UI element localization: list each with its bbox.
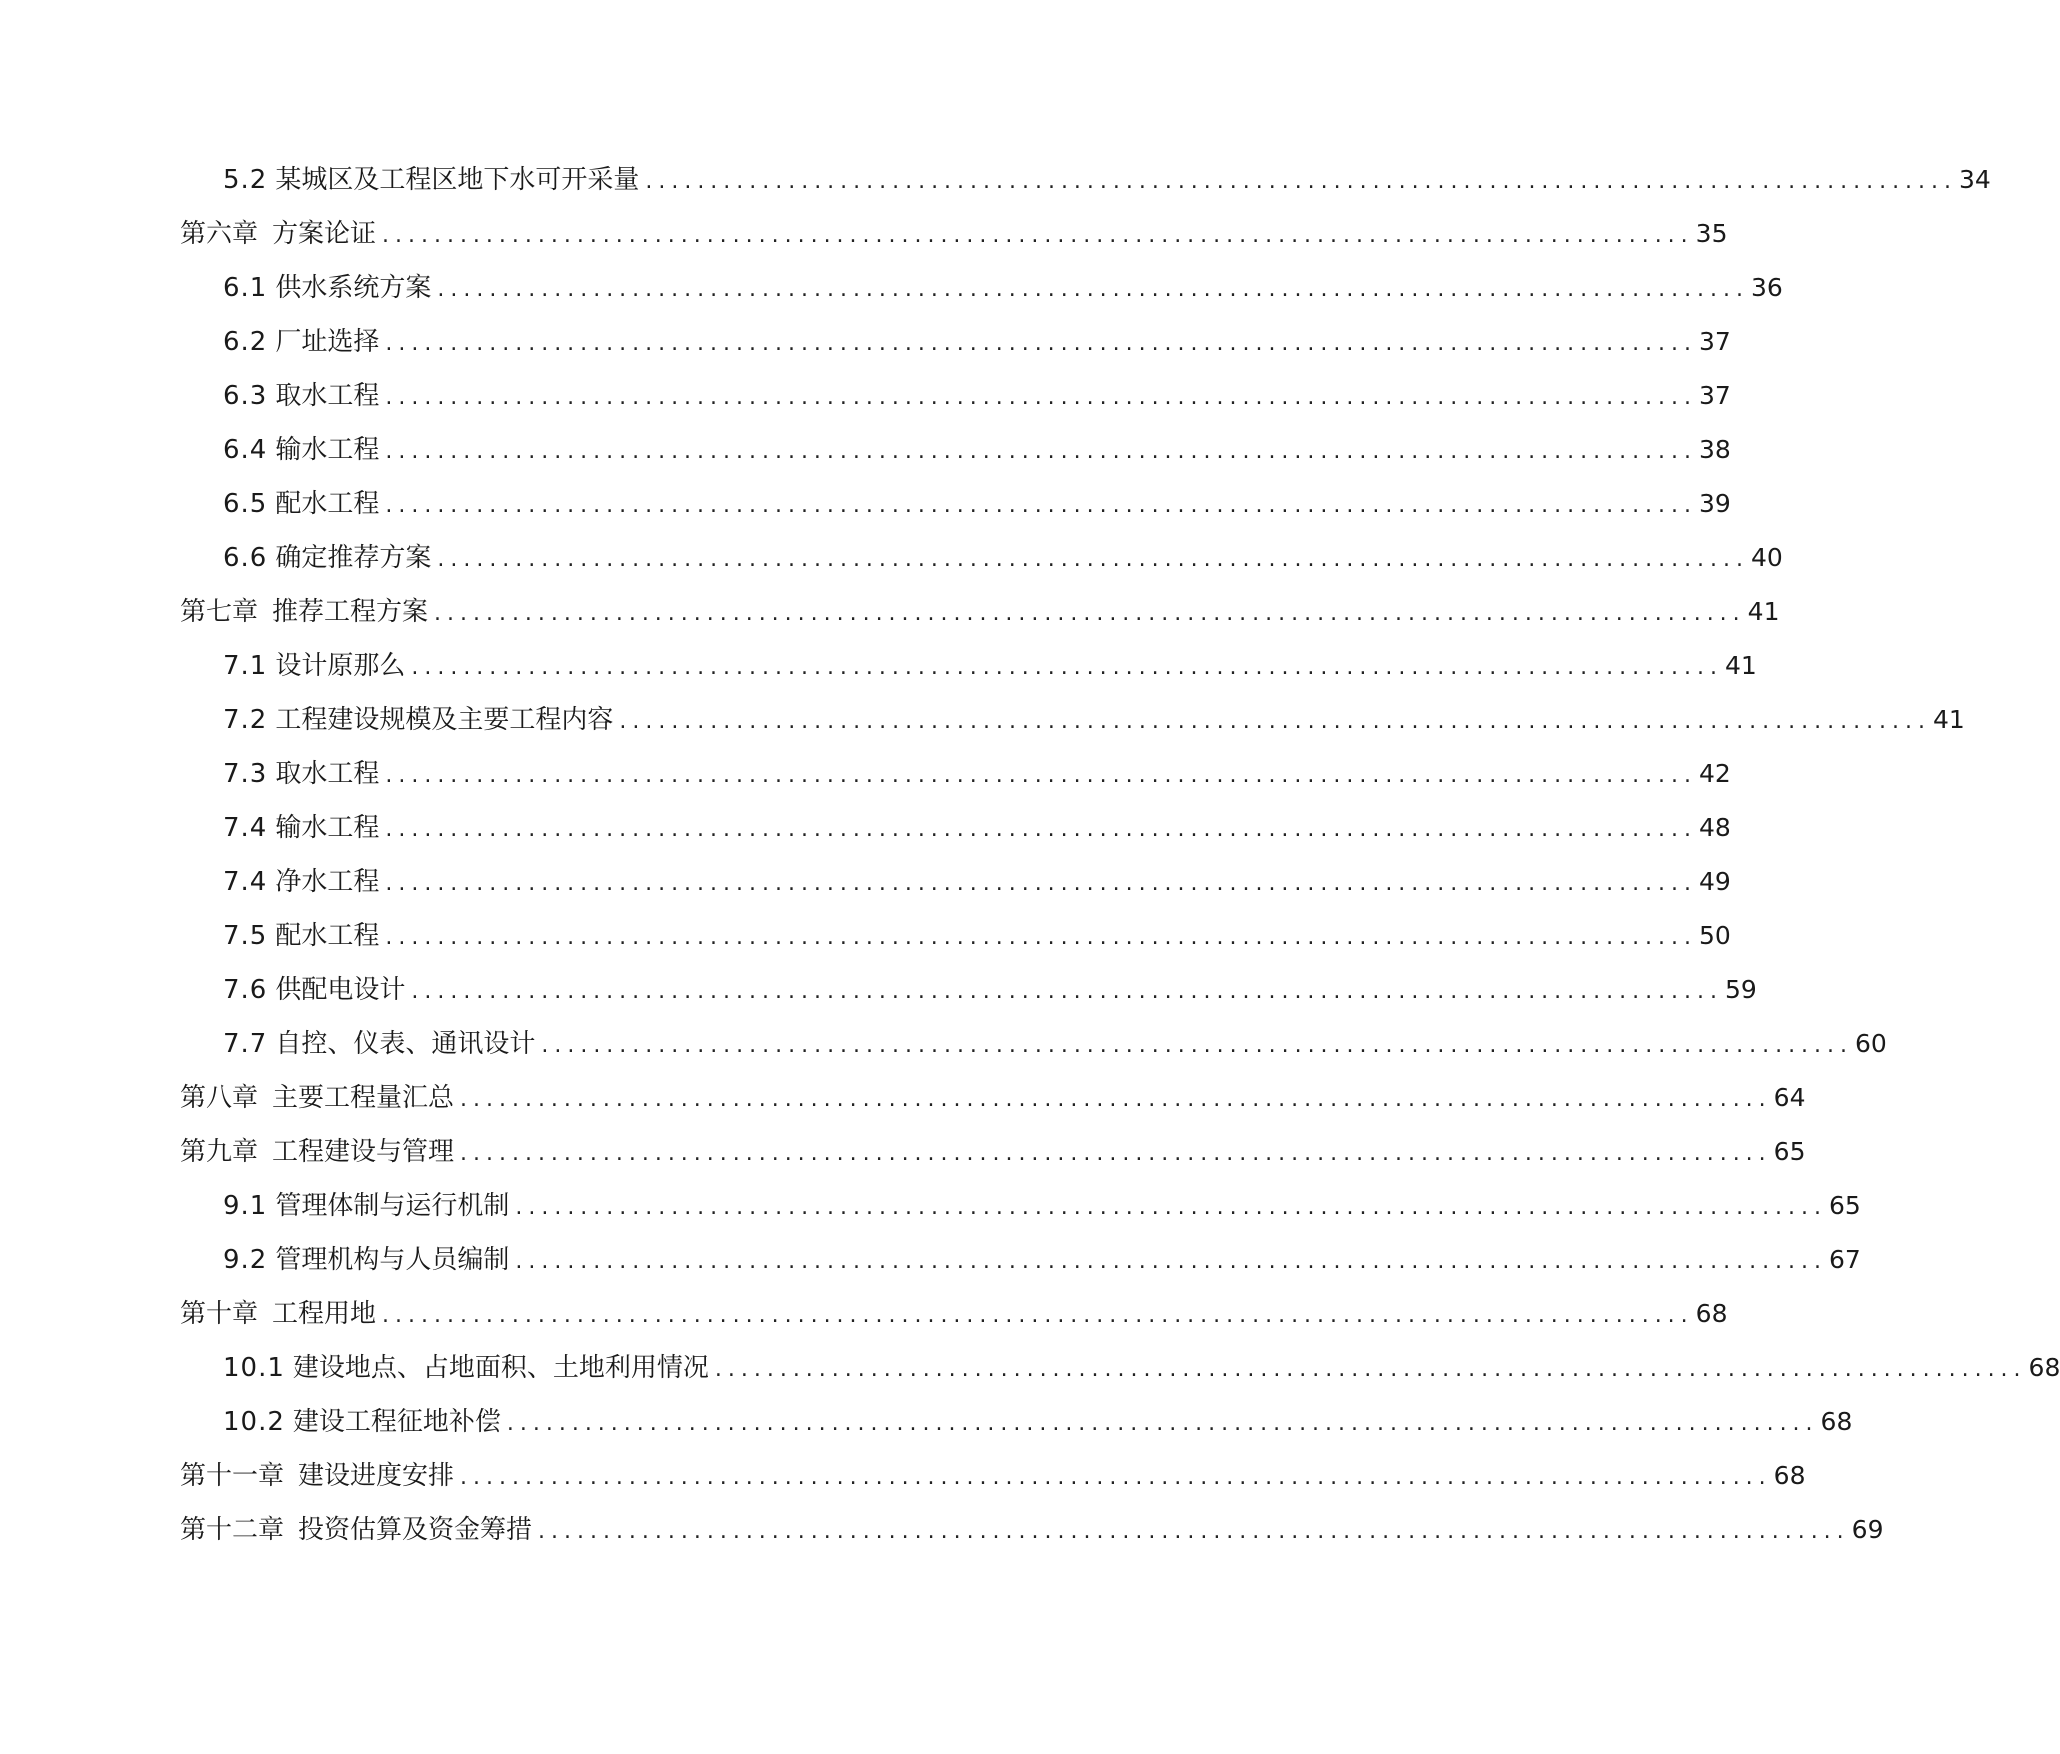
toc-entry-title: 设计原那么 [275, 651, 406, 681]
toc-entry[interactable] [0, 1240, 1861, 1280]
toc-entry-page: 41 [1747, 597, 1780, 626]
toc-entry[interactable] [0, 430, 1731, 470]
toc-entry-page: 37 [1699, 327, 1731, 356]
toc-entry-title: 建设工程征地补偿 [292, 1407, 501, 1437]
toc-entry-title: 投资估算及资金筹措 [298, 1515, 533, 1545]
toc-entry-title: 取水工程 [275, 381, 380, 411]
toc-entry-page: 65 [1829, 1191, 1861, 1220]
toc-entry-title: 管理机构与人员编制 [275, 1245, 510, 1275]
toc-entry-number: 6.6 [223, 543, 268, 573]
toc-entry-title: 净水工程 [275, 867, 380, 897]
toc-entry-number: 第七章 [180, 597, 259, 627]
toc-entry[interactable] [0, 322, 1731, 362]
dot-leader [385, 812, 1691, 848]
toc-entry-title: 推荐工程方案 [272, 597, 429, 627]
dot-leader [385, 758, 1691, 794]
dot-leader [515, 1190, 1821, 1226]
toc-entry-number: 10.1 [223, 1353, 285, 1383]
dot-leader [507, 1406, 1813, 1442]
toc-entry[interactable] [0, 484, 1731, 524]
toc-entry-page: 37 [1699, 381, 1731, 410]
dot-leader [385, 488, 1691, 524]
dot-leader [460, 1460, 1766, 1496]
dot-leader [715, 1352, 2021, 1388]
toc-entry[interactable] [0, 538, 1783, 578]
dot-leader [515, 1244, 1821, 1280]
toc-entry-title: 输水工程 [275, 435, 380, 465]
toc-entry-number: 7.7 [223, 1029, 268, 1059]
toc-entry-number: 7.1 [223, 651, 268, 681]
toc-entry-page: 42 [1699, 759, 1731, 788]
toc-entry[interactable] [0, 376, 1731, 416]
toc-entry-number: 7.4 [223, 867, 268, 897]
toc-entry-title: 厂址选择 [275, 327, 380, 357]
toc-entry-number: 第八章 [180, 1083, 259, 1113]
toc-entry-number: 第六章 [180, 219, 259, 249]
toc-entry-title: 确定推荐方案 [275, 543, 432, 573]
toc-entry-number: 7.6 [223, 975, 268, 1005]
toc-entry-page: 35 [1695, 219, 1728, 248]
toc-entry-page: 60 [1855, 1029, 1887, 1058]
dot-leader [437, 272, 1743, 308]
dot-leader [382, 218, 1688, 254]
toc-entry[interactable] [0, 862, 1731, 902]
dot-leader [434, 596, 1740, 632]
dot-leader [385, 326, 1691, 362]
toc-entry[interactable] [0, 754, 1731, 794]
toc-entry-title: 供水系统方案 [275, 273, 432, 303]
toc-entry[interactable] [0, 1186, 1861, 1226]
toc-entry[interactable] [0, 268, 1783, 308]
toc-entry-page: 38 [1699, 435, 1731, 464]
dot-leader [645, 164, 1951, 200]
toc-entry-number: 第十一章 [180, 1461, 285, 1491]
toc-entry-page: 39 [1699, 489, 1731, 518]
toc-entry-number: 9.1 [223, 1191, 268, 1221]
toc-entry-title: 取水工程 [275, 759, 380, 789]
toc-entry[interactable] [0, 1294, 1728, 1334]
dot-leader [411, 650, 1717, 686]
dot-leader [460, 1136, 1766, 1172]
toc-entry-page: 69 [1851, 1515, 1884, 1544]
dot-leader [385, 434, 1691, 470]
toc-entry-number: 7.3 [223, 759, 268, 789]
toc-entry-title: 工程建设与管理 [272, 1137, 455, 1167]
toc-entry[interactable] [0, 592, 1780, 632]
toc-entry[interactable] [0, 916, 1731, 956]
toc-entry-title: 管理体制与运行机制 [275, 1191, 510, 1221]
toc-entry-title: 配水工程 [275, 489, 380, 519]
toc-entry-number: 第十二章 [180, 1515, 285, 1545]
toc-entry-title: 工程用地 [272, 1299, 377, 1329]
toc-entry-page: 50 [1699, 921, 1731, 950]
toc-entry-page: 68 [1820, 1407, 1853, 1436]
toc-entry-page: 36 [1751, 273, 1783, 302]
toc-entry[interactable] [0, 700, 1965, 740]
toc-entry-page: 65 [1773, 1137, 1806, 1166]
dot-leader [385, 380, 1691, 416]
toc-entry-title: 配水工程 [275, 921, 380, 951]
toc-entry-title: 方案论证 [272, 219, 377, 249]
toc-entry-number: 5.2 [223, 165, 268, 195]
toc-entry-title: 建设地点、占地面积、土地利用情况 [292, 1353, 709, 1383]
toc-entry[interactable] [0, 808, 1731, 848]
toc-entry-title: 主要工程量汇总 [272, 1083, 455, 1113]
toc-entry-page: 34 [1959, 165, 1991, 194]
toc-entry-title: 工程建设规模及主要工程内容 [275, 705, 614, 735]
toc-entry-page: 68 [2028, 1353, 2060, 1382]
toc-entry-page: 41 [1725, 651, 1757, 680]
toc-entry-number: 6.1 [223, 273, 268, 303]
toc-entry-page: 41 [1933, 705, 1965, 734]
toc-entry-page: 67 [1829, 1245, 1861, 1274]
toc-entry[interactable] [0, 214, 1728, 254]
dot-leader [382, 1298, 1688, 1334]
toc-entry-page: 68 [1695, 1299, 1728, 1328]
dot-leader [538, 1514, 1844, 1550]
toc-entry-number: 7.2 [223, 705, 268, 735]
toc-entry[interactable] [0, 1510, 1884, 1550]
toc-entry-title: 输水工程 [275, 813, 380, 843]
toc-entry[interactable] [0, 1132, 1806, 1172]
toc-entry[interactable] [0, 160, 1991, 200]
toc-entry[interactable] [0, 1402, 1853, 1442]
toc-entry[interactable] [0, 646, 1757, 686]
toc-entry-number: 10.2 [223, 1407, 285, 1437]
toc-entry[interactable] [0, 1078, 1806, 1118]
dot-leader [541, 1028, 1847, 1064]
dot-leader [385, 866, 1691, 902]
toc-entry-number: 7.5 [223, 921, 268, 951]
toc-entry-title: 建设进度安排 [298, 1461, 455, 1491]
toc-entry[interactable] [0, 1348, 2060, 1388]
toc-entry[interactable] [0, 1024, 1887, 1064]
toc-entry-page: 48 [1699, 813, 1731, 842]
toc-entry-title: 供配电设计 [275, 975, 406, 1005]
toc-entry-number: 第九章 [180, 1137, 259, 1167]
dot-leader [619, 704, 1925, 740]
toc-entry[interactable] [0, 1456, 1806, 1496]
toc-entry-page: 68 [1773, 1461, 1806, 1490]
toc-entry[interactable] [0, 970, 1757, 1010]
toc-entry-page: 49 [1699, 867, 1731, 896]
toc-entry-number: 第十章 [180, 1299, 259, 1329]
dot-leader [411, 974, 1717, 1010]
toc-entry-number: 7.4 [223, 813, 268, 843]
toc-entry-page: 59 [1725, 975, 1757, 1004]
dot-leader [460, 1082, 1766, 1118]
toc-entry-number: 9.2 [223, 1245, 268, 1275]
toc-entry-page: 40 [1751, 543, 1783, 572]
dot-leader [437, 542, 1743, 578]
toc-entry-number: 6.2 [223, 327, 268, 357]
toc-entry-title: 自控、仪表、通讯设计 [275, 1029, 536, 1059]
toc-entry-number: 6.4 [223, 435, 268, 465]
toc-entry-number: 6.3 [223, 381, 268, 411]
toc-entry-title: 某城区及工程区地下水可开采量 [275, 165, 640, 195]
toc-entry-page: 64 [1773, 1083, 1806, 1112]
dot-leader [385, 920, 1691, 956]
toc-entry-number: 6.5 [223, 489, 268, 519]
